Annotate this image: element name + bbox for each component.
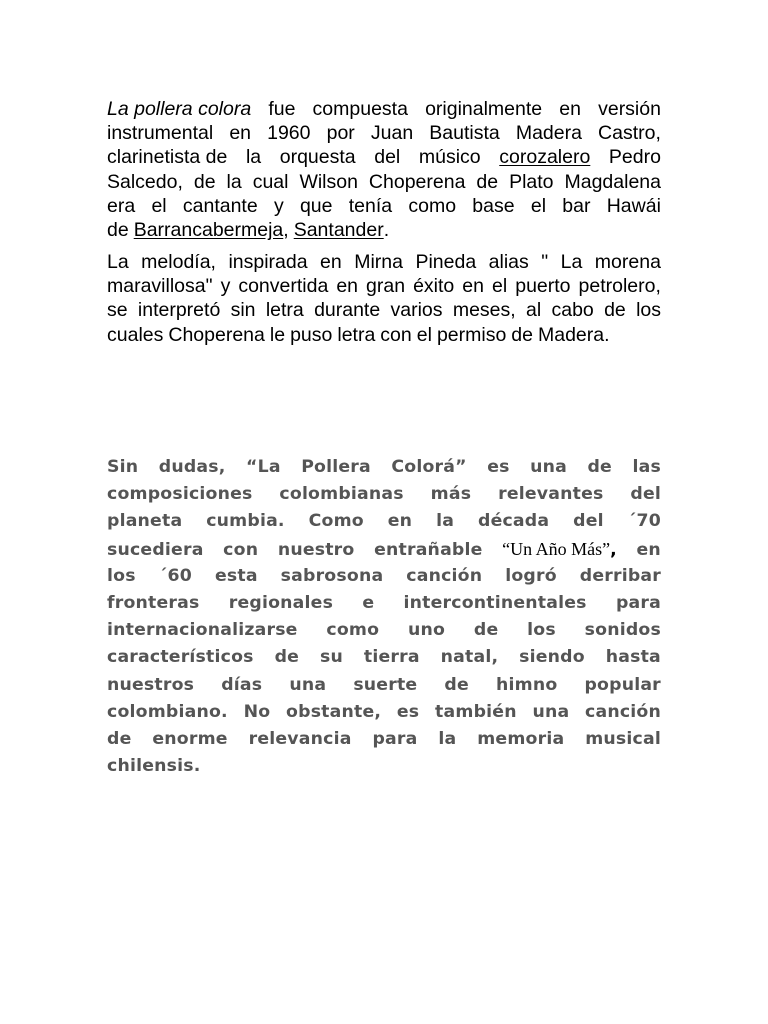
word: en [320,251,342,273]
word: es [487,457,510,477]
word: Juan [370,122,414,145]
word: Castro, [598,122,661,145]
word: e [362,592,375,613]
word: éxito [413,275,455,298]
word: hasta [605,647,661,668]
word: característicos [107,647,254,668]
word: maravillosa" [107,275,213,298]
word: Madera [515,122,582,145]
word: Pineda [415,251,477,273]
word: se [107,299,128,322]
word: composiciones [107,484,253,505]
word: dudas, [158,457,226,477]
word: Magdalena [564,170,661,193]
word: siendo [519,647,585,668]
word: como [408,194,457,217]
text-line [107,644,661,671]
word: la [226,170,242,193]
word: en [462,275,484,298]
word: como [326,620,380,641]
word: melodía, [141,251,216,273]
link-santander[interactable]: Santander [293,218,384,241]
word: Hawái [606,194,661,217]
word: el [416,323,432,346]
word: morena [594,251,661,273]
word: los [636,299,661,322]
word: es [396,701,420,722]
word: y [273,194,284,217]
text-line [107,563,661,590]
word: chilensis. [107,756,201,777]
word: los [527,620,556,641]
word: Choperena [168,323,265,346]
word: para [372,728,418,749]
word: entrañable [374,539,483,560]
word: “La [246,457,281,477]
word: tenía [348,194,393,217]
word: cuales [107,323,164,346]
word: los [107,565,136,586]
word: músico [418,146,481,169]
word: Como [308,511,364,532]
text-line [107,454,661,481]
word: ´60 [158,565,192,586]
text-line [107,508,661,535]
word: popular [584,674,661,695]
word: suerte [353,674,418,695]
word: esta [214,565,258,586]
word: le [269,323,286,346]
text-line [107,194,661,218]
word: bar [562,194,591,217]
word: obstante, [286,701,382,722]
word: uno [408,620,446,641]
word: derribar [579,565,661,586]
word: base [472,194,515,217]
word: planeta [107,511,183,532]
word: sabrosona [280,565,384,586]
word: Pedro [608,146,661,169]
word: la [436,511,455,532]
word: su [319,647,343,668]
word: nuestro [277,539,355,560]
song-title-quote: “Un Año Más” [502,538,611,559]
word: fronteras [107,592,200,613]
word: en [336,275,359,298]
word: musical [585,728,661,749]
word: compuesta [312,98,408,120]
word: era [107,194,136,217]
word: canción [585,701,661,722]
word: de [604,299,626,322]
paragraph-melody [107,250,661,347]
word: clarinetista de [107,146,228,169]
text-line [107,274,661,298]
word: de [511,323,533,346]
word: más [430,484,472,505]
word: versión [598,98,661,120]
word: por [326,122,355,145]
word: Colorá” [391,457,467,477]
word: Choperena [368,170,466,193]
word: alias [488,251,529,273]
word: del [374,146,401,169]
word: enorme [152,728,228,749]
word: Sin [107,457,139,477]
word: días [221,674,263,695]
word: Wilson [299,170,358,193]
word: de [107,218,129,241]
word: cumbia. [206,511,285,532]
word: canción [406,565,483,586]
word: meses, [452,299,516,322]
word: de [476,170,499,193]
song-title-italic: La pollera colora [107,98,252,120]
word: cabo [551,299,594,322]
word: de [107,728,132,749]
word: gran [366,275,406,298]
word: de [274,647,300,668]
word: Bautista [429,122,500,145]
word: la [245,146,262,169]
word: sucediera [107,539,204,560]
paragraph-pollera-origin [107,97,661,242]
word: para [615,592,661,613]
word: década [478,511,550,532]
word: también [435,701,517,722]
text-line [107,536,661,563]
word: y [220,275,231,298]
word: convertida [238,275,329,298]
word: Madera. [538,323,610,346]
word: nuestros [107,674,195,695]
paragraph-bold-commentary [107,454,661,780]
word: del [573,511,604,532]
word: colombianas [279,484,404,505]
word: letra [337,323,376,346]
word: de [193,170,216,193]
link-barrancabermeja[interactable]: Barrancabermeja [133,218,284,241]
word: letra [265,299,304,322]
text-line [107,590,661,617]
text-line [107,726,661,753]
word: varios [390,299,443,322]
word: logró [505,565,557,586]
word: de [473,620,499,641]
word: . [383,218,390,241]
word: con [223,539,259,560]
word: el [151,194,167,217]
word: durante [314,299,381,322]
word: orquesta [279,146,356,169]
word: el [492,275,508,298]
word: el [530,194,547,217]
word: internacionalizarse [107,620,298,641]
word: permiso [436,323,507,346]
text-line [107,121,661,145]
word: Pollera [301,457,371,477]
word: natal, [440,647,499,668]
word: con [380,323,412,346]
text-line [107,617,661,644]
word: en [636,539,661,560]
word: La [107,251,129,273]
word: originalmente [425,98,543,120]
word: relevantes [498,484,604,505]
text-line [107,298,661,322]
word: instrumental [107,122,214,145]
word: del [630,484,661,505]
word: " [541,251,549,273]
text-line [107,145,661,169]
word: las [632,457,661,477]
word: regionales [228,592,334,613]
word: Salcedo, [107,170,183,193]
comma: , [610,539,617,560]
word: sin [230,299,256,322]
word: relevancia [248,728,352,749]
word: himno [495,674,558,695]
link-corozalero[interactable]: corozalero [499,146,591,169]
text-line [107,97,661,121]
word: en [387,511,413,532]
word: sonidos [584,620,661,641]
word: ´70 [627,511,661,532]
word: que [299,194,333,217]
word: una [289,674,327,695]
word: interpretó [137,299,221,322]
word: en [229,122,252,145]
word: No [243,701,271,722]
word: fue [268,98,296,120]
text-line [107,753,661,780]
word: puerto [515,275,571,298]
word: petrolero, [578,275,661,298]
word: de [587,457,612,477]
word: la [438,728,457,749]
text-line [107,250,661,274]
text-line [107,699,661,726]
text-line [107,672,661,699]
word: intercontinentales [403,592,587,613]
word: una [530,457,567,477]
word: , [283,218,289,241]
word: Plato [509,170,554,193]
word: en [559,98,581,120]
word: La [560,251,583,273]
word: 1960 [267,122,311,145]
word: de [444,674,469,695]
word: tierra [363,647,420,668]
text-line [107,481,661,508]
word: cual [252,170,289,193]
word: memoria [477,728,565,749]
word: al [525,299,542,322]
text-line [107,170,661,194]
word: colombiano. [107,701,228,722]
word: una [532,701,570,722]
word: cantante [182,194,258,217]
word: inspirada [228,251,308,273]
text-line [107,218,661,242]
word: Mirna [354,251,403,273]
text-line [107,323,661,347]
word: puso [290,323,333,346]
